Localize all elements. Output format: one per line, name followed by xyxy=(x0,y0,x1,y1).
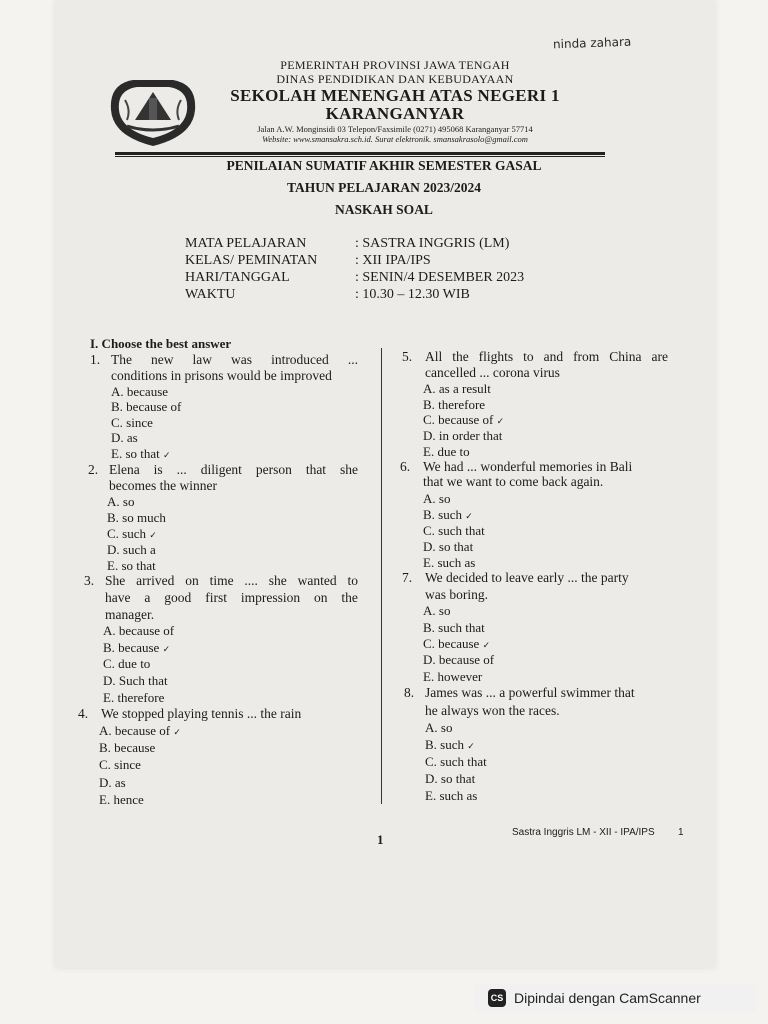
answer-option: B. such ✓ xyxy=(423,507,473,522)
question-text: that we want to come back again. xyxy=(423,474,604,489)
footer-subject: Sastra Inggris LM - XII - IPA/IPS xyxy=(512,827,655,838)
answer-option: B. because of xyxy=(111,399,182,414)
answer-option: B. therefore xyxy=(423,397,486,412)
answer-option: D. Such that xyxy=(103,673,168,688)
question-number: 3. xyxy=(84,573,95,588)
meta-label: WAKTU xyxy=(185,287,236,302)
answer-option: B. such ✓ xyxy=(425,737,475,752)
answer-option: A. as a result xyxy=(423,381,491,396)
question-number: 5. xyxy=(402,349,413,364)
header-rule-thin xyxy=(115,156,605,157)
camscanner-logo-icon: CS xyxy=(488,989,506,1007)
check-mark-icon: ✓ xyxy=(467,742,475,752)
answer-option: E. such as xyxy=(425,788,478,803)
school-address: Jalan A.W. Monginsidi 03 Telepon/Faxsimile (0271) 495068 Karanganyar 57714 xyxy=(257,124,533,134)
check-mark-icon: ✓ xyxy=(496,417,505,427)
answer-option: B. because xyxy=(99,740,156,755)
answer-option: C. due to xyxy=(103,656,151,671)
camscanner-label: Dipindai dengan CamScanner xyxy=(514,990,701,1006)
answer-option: B. because ✓ xyxy=(103,640,171,655)
check-mark-icon: ✓ xyxy=(465,512,473,522)
answer-option: C. such ✓ xyxy=(107,526,157,541)
question-number: 8. xyxy=(404,685,415,700)
answer-option: D. as xyxy=(99,775,126,790)
answer-option: E. therefore xyxy=(103,690,165,705)
answer-option: C. because ✓ xyxy=(423,636,491,651)
column-divider xyxy=(381,348,382,804)
section-title: I. Choose the best answer xyxy=(90,336,232,351)
answer-option: A. so xyxy=(425,720,453,735)
check-mark-icon: ✓ xyxy=(482,641,491,651)
answer-option: A. because xyxy=(111,384,169,399)
question-text: he always won the races. xyxy=(425,703,560,718)
question-text: have a good first impression on the xyxy=(105,590,358,605)
answer-option: A. because of ✓ xyxy=(99,723,181,738)
question-text: The new law was introduced ... xyxy=(111,352,358,367)
answer-option: E. such as xyxy=(423,555,476,570)
question-text: All the flights to and from China are xyxy=(425,349,668,364)
answer-option: B. so much xyxy=(107,510,166,525)
question-text: We decided to leave early ... the party xyxy=(425,570,629,585)
answer-option: D. so that xyxy=(423,539,474,554)
meta-value: : XII IPA/IPS xyxy=(355,253,431,268)
header-line-2: DINAS PENDIDIKAN DAN KEBUDAYAAN xyxy=(276,72,514,86)
question-number: 6. xyxy=(400,459,411,474)
meta-label: HARI/TANGGAL xyxy=(185,270,290,285)
meta-value: : SENIN/4 DESEMBER 2023 xyxy=(355,270,525,285)
question-number: 7. xyxy=(402,570,413,585)
check-mark-icon: ✓ xyxy=(163,451,171,461)
exam-doc: NASKAH SOAL xyxy=(335,202,433,217)
answer-option: D. in order that xyxy=(423,428,503,443)
question-text: She arrived on time .... she wanted to xyxy=(105,573,358,588)
header-rule-thick xyxy=(115,152,605,155)
answer-option: C. since xyxy=(111,415,153,430)
meta-label: KELAS/ PEMINATAN xyxy=(185,253,318,268)
answer-option: D. because of xyxy=(423,652,495,667)
answer-option: E. so that xyxy=(107,558,156,573)
check-mark-icon: ✓ xyxy=(173,728,181,738)
question-text: manager. xyxy=(105,607,155,622)
answer-option: A. so xyxy=(107,494,135,509)
question-number: 1. xyxy=(90,352,101,367)
answer-option: C. since xyxy=(99,757,141,772)
province-emblem-icon xyxy=(105,70,201,150)
check-mark-icon: ✓ xyxy=(149,531,157,541)
footer-page-number: 1 xyxy=(678,827,684,838)
camscanner-watermark xyxy=(474,984,756,1012)
handwritten-name: ninda zahara xyxy=(552,34,632,52)
question-text: James was ... a powerful swimmer that xyxy=(425,685,635,700)
school-name: SEKOLAH MENENGAH ATAS NEGERI 1 xyxy=(230,86,560,105)
check-mark-icon: ✓ xyxy=(162,645,171,655)
exam-title: PENILAIAN SUMATIF AKHIR SEMESTER GASAL xyxy=(226,158,542,173)
answer-option: C. such that xyxy=(425,754,487,769)
answer-option: D. as xyxy=(111,430,138,445)
answer-option: A. so xyxy=(423,603,451,618)
answer-option: E. however xyxy=(423,669,483,684)
answer-option: E. due to xyxy=(423,444,470,459)
meta-value: : SASTRA INGGRIS (LM) xyxy=(355,236,510,251)
answer-option: E. hence xyxy=(99,792,144,807)
answer-option: D. such a xyxy=(107,542,156,557)
school-website: Website: www.smansakra.sch.id. Surat elektronik. smansakrasolo@gmail.com xyxy=(262,134,528,144)
header-line-1: PEMERINTAH PROVINSI JAWA TENGAH xyxy=(280,58,510,72)
question-text: We stopped playing tennis ... the rain xyxy=(101,706,302,721)
question-text: was boring. xyxy=(425,587,488,602)
question-text: becomes the winner xyxy=(109,478,217,493)
exam-year: TAHUN PELAJARAN 2023/2024 xyxy=(286,180,481,195)
page-number: 1 xyxy=(377,832,384,847)
answer-option: A. so xyxy=(423,491,451,506)
question-text: Elena is ... diligent person that she xyxy=(109,462,358,477)
question-number: 4. xyxy=(78,706,89,721)
question-text: We had ... wonderful memories in Bali xyxy=(423,459,633,474)
answer-option: E. so that ✓ xyxy=(111,446,171,461)
question-text: conditions in prisons would be improved xyxy=(111,368,332,383)
answer-option: C. such that xyxy=(423,523,485,538)
answer-option: A. because of xyxy=(103,623,175,638)
question-text: cancelled ... corona virus xyxy=(425,365,560,380)
answer-option: B. such that xyxy=(423,620,485,635)
answer-option: C. because of ✓ xyxy=(423,412,505,427)
meta-label: MATA PELAJARAN xyxy=(185,236,307,251)
meta-value: : 10.30 – 12.30 WIB xyxy=(355,287,470,302)
answer-option: D. so that xyxy=(425,771,476,786)
school-city: KARANGANYAR xyxy=(325,104,465,123)
question-number: 2. xyxy=(88,462,99,477)
